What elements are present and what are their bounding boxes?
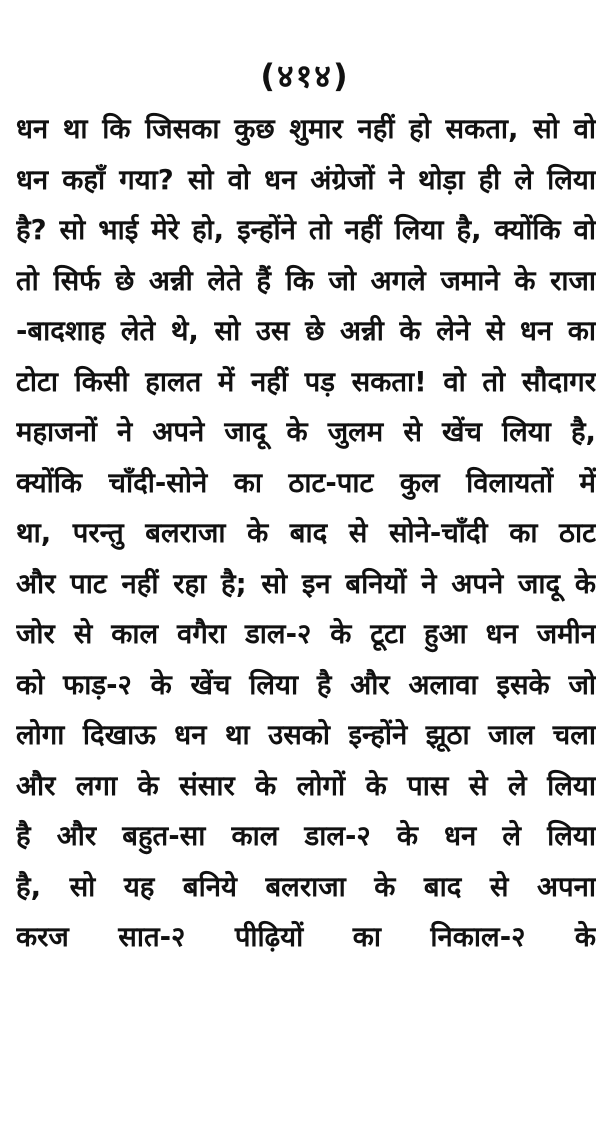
text-line-5: -बादशाह लेते थे, सो उस छे अन्नी के लेने से धन का xyxy=(16,315,596,347)
text-line-7: महाजनों ने अपने जादू के जुलम से खेंच लिया है, xyxy=(16,416,596,448)
text-line-16: है, सो यह बनिये बलराजा के बाद से अपना xyxy=(16,870,596,903)
text-line-8: क्योंकि चाँदी-सोने का ठाट-पाट कुल विलायतों में xyxy=(16,466,596,499)
text-line-17: करज सात-२ पीढ़ियों का निकाल-२ के xyxy=(16,921,596,953)
text-line-1: धन था कि जिसका कुछ शुमार नहीं हो सकता, सो वो xyxy=(16,113,596,145)
page-number: (४१४) xyxy=(260,57,350,95)
text-line-11: जोर से काल वगैरा डाल-२ के टूटा हुआ धन जमीन xyxy=(16,618,596,650)
text-line-9: था, परन्तु बलराजा के बाद से सोने-चाँदी का ठाट xyxy=(16,517,596,549)
text-line-12: को फाड़-२ के खेंच लिया है और अलावा इसके जो xyxy=(16,668,596,701)
text-line-3: है? सो भाई मेरे हो, इन्होंने तो नहीं लिया है, क्योंकि वो xyxy=(16,214,596,246)
text-line-10: और पाट नहीं रहा है; सो इन बनियों ने अपने जादू के xyxy=(16,567,596,600)
text-line-6: टोटा किसी हालत में नहीं पड़ सकता! वो तो सौदागर xyxy=(16,365,596,398)
text-line-4: तो सिर्फ छे अन्नी लेते हैं कि जो अगले जमाने के राजा xyxy=(16,264,596,297)
text-line-13: लोगा दिखाऊ धन था उसको इन्होंने झूठा जाल चला xyxy=(16,719,596,751)
text-line-15: है और बहुत-सा काल डाल-२ के धन ले लिया xyxy=(16,820,596,852)
body-text xyxy=(16,104,596,963)
text-line-2: धन कहाँ गया? सो वो धन अंग्रेजों ने थोड़ा ही ले लिया xyxy=(16,163,596,196)
text-line-14: और लगा के संसार के लोगों के पास से ले लिया xyxy=(16,769,596,802)
